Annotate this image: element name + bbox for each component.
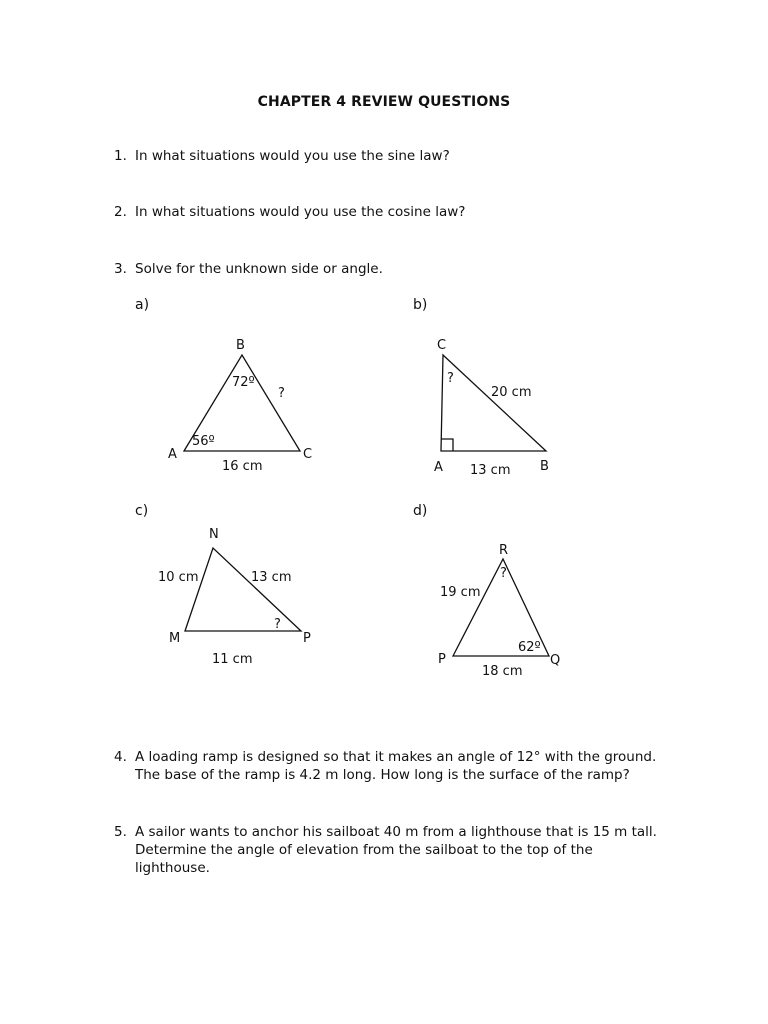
side-mn-label: 10 cm xyxy=(158,570,199,585)
vertex-n: N xyxy=(209,527,219,542)
vertex-p: P xyxy=(438,652,446,667)
triangle-c xyxy=(158,527,311,667)
side-pq-label: 18 cm xyxy=(482,664,523,679)
vertex-c: C xyxy=(437,338,447,353)
unknown-label: ? xyxy=(447,371,454,386)
unknown-label: ? xyxy=(274,617,281,632)
angle-q-label: 62º xyxy=(518,640,541,655)
page-title: CHAPTER 4 REVIEW QUESTIONS xyxy=(257,94,511,110)
side-ac-label: 16 cm xyxy=(222,459,263,474)
vertex-q: Q xyxy=(550,653,561,668)
triangle-b xyxy=(434,338,549,478)
side-cb-label: 20 cm xyxy=(491,385,532,400)
triangle-c-shape xyxy=(185,548,301,631)
side-np-label: 13 cm xyxy=(251,570,292,585)
right-angle-marker xyxy=(441,439,453,451)
figure-a-label: a) xyxy=(135,297,150,313)
angle-b-label: 72º xyxy=(232,375,255,390)
vertex-c: C xyxy=(303,447,313,462)
question-number: 3. xyxy=(114,261,127,277)
question-text: Solve for the unknown side or angle. xyxy=(135,261,383,277)
vertex-p: P xyxy=(303,631,311,646)
vertex-a: A xyxy=(434,460,443,475)
triangle-d xyxy=(438,543,560,679)
vertex-m: M xyxy=(169,631,181,646)
question-number: 1. xyxy=(114,148,127,164)
side-mp-label: 11 cm xyxy=(212,652,253,667)
vertex-a: A xyxy=(168,447,177,462)
question-number: 2. xyxy=(114,204,127,220)
triangle-a xyxy=(168,338,312,474)
unknown-label: ? xyxy=(278,386,285,401)
question-text: A sailor wants to anchor his sailboat 40 m from a lighthouse that is 15 m tall. Determine the angle of elevation from the sailboat to the top of the lighthouse. xyxy=(135,824,657,876)
figure-b-label: b) xyxy=(413,297,428,313)
triangle-b-shape xyxy=(441,355,546,451)
angle-a-label: 56º xyxy=(192,434,215,449)
question-number: 4. xyxy=(114,749,127,765)
unknown-label: ? xyxy=(500,566,507,581)
vertex-b: B xyxy=(236,338,245,353)
question-text: In what situations would you use the sine law? xyxy=(135,148,450,164)
vertex-b: B xyxy=(540,459,549,474)
vertex-r: R xyxy=(499,543,509,558)
question-text: In what situations would you use the cosine law? xyxy=(135,204,466,220)
figure-c-label: c) xyxy=(135,503,149,519)
question-number: 5. xyxy=(114,824,127,840)
question-text: A loading ramp is designed so that it makes an angle of 12° with the ground. The base of the ramp is 4.2 m long. How long is the surface of the ramp? xyxy=(135,749,657,783)
figure-d-label: d) xyxy=(413,503,428,519)
side-ab-label: 13 cm xyxy=(470,463,511,478)
side-pr-label: 19 cm xyxy=(440,585,481,600)
